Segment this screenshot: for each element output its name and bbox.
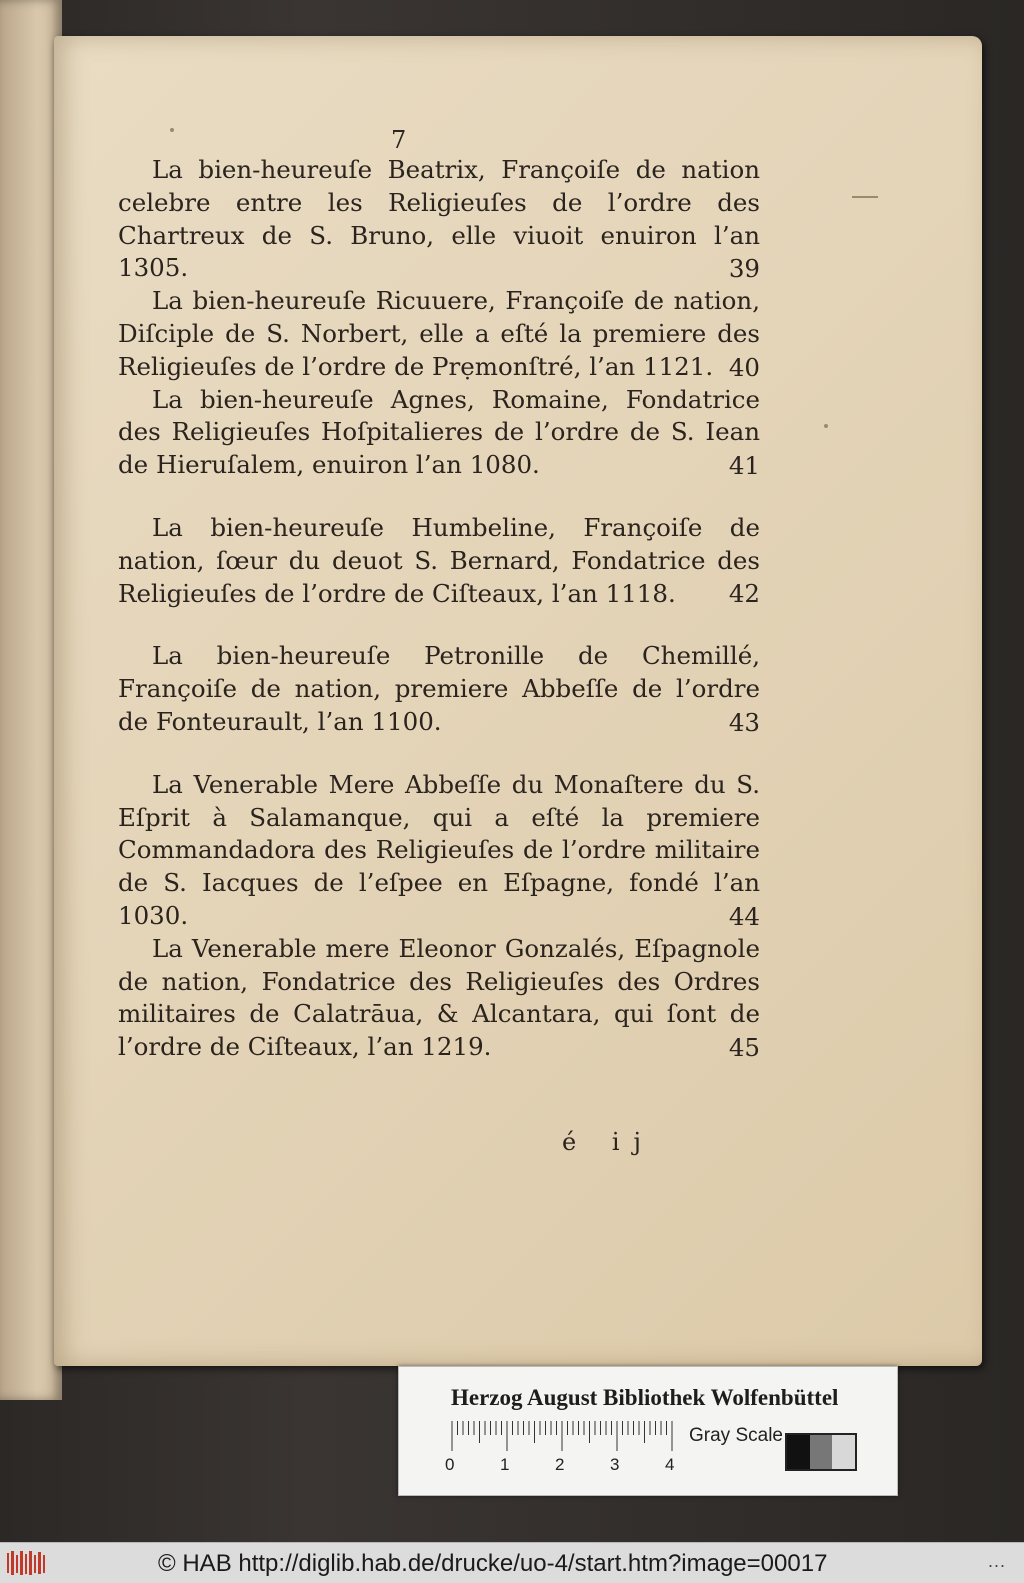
paper-speck bbox=[170, 128, 174, 132]
entry-number: 44 bbox=[728, 901, 760, 931]
facing-page-edge bbox=[0, 0, 62, 1400]
text-block bbox=[118, 154, 760, 1064]
viewer-footer bbox=[0, 1542, 1024, 1583]
entry bbox=[118, 384, 760, 482]
margin-mark bbox=[852, 196, 878, 198]
page-number: 7 bbox=[391, 126, 407, 154]
ruler-label: 1 bbox=[500, 1455, 510, 1474]
source-link[interactable]: © HAB http://diglib.hab.de/drucke/uo-4/start.htm?image=00017 bbox=[158, 1550, 828, 1577]
entry-number: 45 bbox=[728, 1032, 760, 1062]
entry bbox=[118, 512, 760, 610]
entry-number: 43 bbox=[728, 707, 760, 737]
gray-swatch-light bbox=[832, 1435, 855, 1469]
book-page bbox=[54, 36, 982, 1366]
paper-speck bbox=[824, 424, 828, 428]
entry-text: La bien-heureuſe Petronille de Chemillé, Françoiſe de nation, premiere Abbeſſe de l’ordre de Fonteurault, l’an 1100. bbox=[118, 641, 760, 736]
entry-text: La bien-heureuſe Ricuuere, Françoiſe de nation, Diſciple de S. Norbert, elle a eſté la premiere des Religieuſes de l’ordre de Prẹmonſtré, l’an 1121. bbox=[118, 286, 760, 381]
gray-scale-label: Gray Scale bbox=[689, 1425, 783, 1446]
entry-number: 42 bbox=[728, 579, 760, 609]
more-menu-icon[interactable]: ... bbox=[988, 1551, 1007, 1571]
entry-number: 39 bbox=[728, 254, 760, 284]
hab-logo-icon bbox=[6, 1549, 46, 1577]
entry-text: La bien-heureuſe Agnes, Romaine, Fondatrice des Religieuſes Hoſpitalieres de l’ordre de S. Iean de Hieruſalem, enuiron l’an 1080. bbox=[118, 384, 760, 480]
entry bbox=[118, 640, 760, 738]
entry-text: La bien-heureuſe Humbeline, Françoiſe de nation, ſœur du deuot S. Bernard, Fondatrice des Religieuſes de l’ordre de Ciſteaux, l’an 1118. bbox=[118, 512, 760, 608]
entry-text: La bien-heureuſe Beatrix, Françoiſe de nation celebre entre les Religieuſes de l’ordre des Chartreux de S. Bruno, elle viuoit enuiron l’an 1305. bbox=[118, 155, 760, 283]
entry-number: 41 bbox=[728, 450, 760, 480]
entry-number: 40 bbox=[728, 352, 760, 382]
spacer bbox=[118, 739, 760, 769]
gray-swatch-dark bbox=[787, 1435, 810, 1469]
spacer bbox=[118, 610, 760, 640]
spacer bbox=[118, 482, 760, 512]
entry bbox=[118, 154, 760, 285]
library-name: Herzog August Bibliothek Wolfenbüttel bbox=[451, 1385, 839, 1410]
entry bbox=[118, 285, 760, 383]
ruler-label: 0 bbox=[445, 1455, 455, 1474]
ruler-labels bbox=[445, 1455, 685, 1479]
ruler-label: 4 bbox=[665, 1455, 675, 1474]
entry-text: La Venerable Mere Abbeſſe du Monaſtere du S. Eſprit à Salamanque, qui a eſté la premiere Commandadora des Religieuſes de l’ordre militaire de S. Iacques de l’eſpee en Eſpagne, fondé l’an 1030. bbox=[118, 769, 760, 930]
gray-scale-swatch bbox=[785, 1433, 857, 1471]
ruler-label: 3 bbox=[610, 1455, 620, 1474]
color-calibration-bar bbox=[398, 1366, 898, 1496]
gray-swatch-mid bbox=[810, 1435, 833, 1469]
signature-mark: é ij bbox=[562, 1128, 655, 1156]
ruler-label: 2 bbox=[555, 1455, 565, 1474]
entry bbox=[118, 769, 760, 933]
entry-text: La Venerable mere Eleonor Gonzalés, Eſpagnole de nation, Fondatrice des Religieuſes des Ordres militaires de Calatrāua, & Alcantara, qui ſont de l’ordre de Ciſteaux, l’an 1219. bbox=[118, 933, 760, 1062]
entry bbox=[118, 933, 760, 1064]
measurement-ruler bbox=[451, 1421, 677, 1451]
